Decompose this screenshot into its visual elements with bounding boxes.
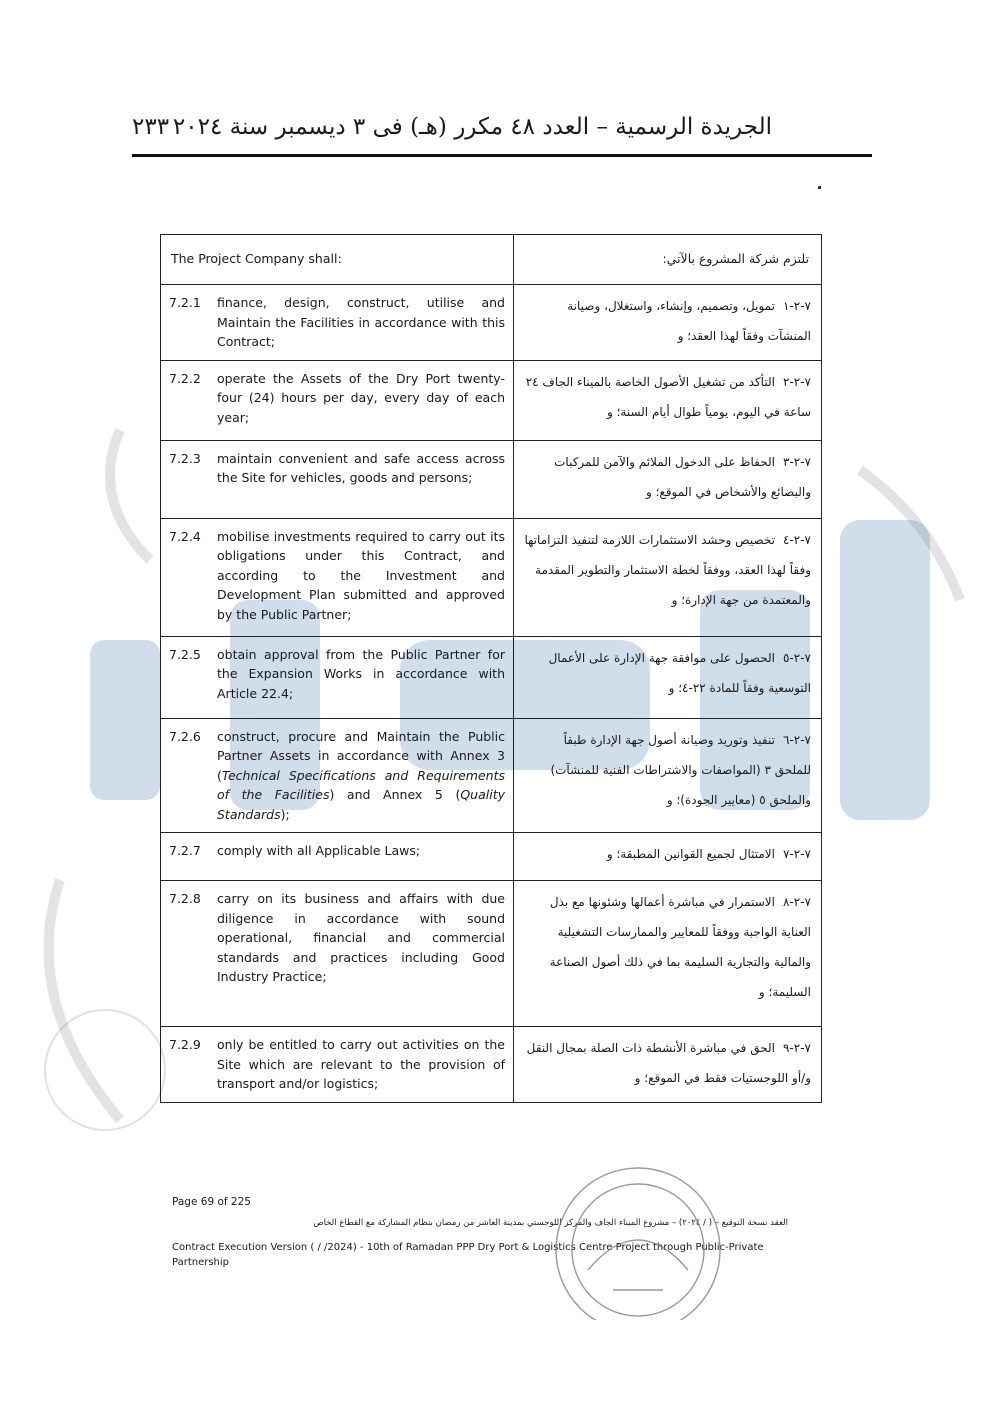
clause-arabic-cell — [514, 1027, 822, 1103]
clause-english-text: mobilise investments required to carry out its obligations under this Contract, and according to the Investment and Development Plan submitted and approved by the Public Partner; — [217, 528, 505, 622]
clause-english-text: obtain approval from the Public Partner for the Expansion Works in accordance with Article 22.4; — [217, 646, 505, 701]
table-heading-row — [161, 235, 822, 285]
clause-english-text: finance, design, construct, utilise and Maintain the Facilities in accordance with this Contract; — [217, 295, 505, 349]
clause-arabic-cell — [514, 518, 822, 636]
clause-row — [161, 518, 822, 636]
clause-row — [161, 881, 822, 1027]
clause-row — [161, 1027, 822, 1103]
gazette-title: الجريدة الرسمية – العدد ٤٨ مكرر (هـ) فى ٣ ديسمبر سنة ٢٠٢٤ — [172, 114, 772, 140]
clause-arabic-cell — [514, 360, 822, 440]
clause-number: 7.2.4 — [169, 528, 201, 544]
clause-arabic-number: ٧-٢-٣ — [782, 454, 811, 469]
clause-arabic-text: الحفاظ على الدخول الملائم والآمن للمركبات والبضائع والأشخاص في الموقع؛ و — [554, 454, 811, 499]
clause-text-part: ); — [280, 806, 290, 822]
clause-english-text: only be entitled to carry out activities on the Site which are relevant to the provision of transport and/or logistics; — [217, 1037, 505, 1091]
clause-arabic-number: ٧-٢-٩ — [782, 1041, 811, 1055]
clause-arabic-cell — [514, 718, 822, 833]
clause-arabic-text: تنفيذ وتوريد وصيانة أصول جهة الإدارة طبقاً للملحق ٣ (المواصفات والاشتراطات الفنية للمنشآت) والملحق ٥ (معايير الجودة)؛ و — [550, 732, 811, 807]
clause-arabic-text: تخصيص وحشد الاستثمارات اللازمة لتنفيذ التزاماتها وفقاً لهذا العقد، ووفقاً لخطة الاستثمار والتطوير المقدمة والمعتمدة من جهة الإدارة؛ و — [524, 532, 811, 607]
clause-row — [161, 360, 822, 440]
clause-english-cell — [161, 636, 514, 718]
clause-english-cell — [161, 285, 514, 361]
english-heading: The Project Company shall: — [161, 235, 514, 285]
clause-arabic-cell — [514, 833, 822, 881]
clause-arabic-cell — [514, 881, 822, 1027]
annex-title: Technical Specifications and Requirements of the Facilities — [217, 767, 505, 802]
clause-arabic-cell — [514, 440, 822, 518]
clause-text-part: ) and Annex 5 ( — [329, 787, 461, 802]
clause-english-cell — [161, 881, 514, 1027]
clause-english-cell — [161, 833, 514, 881]
clause-number: 7.2.9 — [169, 1037, 201, 1052]
clause-arabic-number: ٧-٢-٨ — [782, 895, 811, 909]
clause-arabic-text: الاستمرار في مباشرة أعمالها وشئونها مع بذل العناية الواجبة ووفقاً للمعايير والممارسات التشغيلية والمالية والتجارية السليمة بما في ذلك أصول الصناعة السليمة؛ و — [549, 895, 811, 999]
footer-version-line: Contract Execution Version ( / /2024) - 10th of Ramadan PPP Dry Port & Logistics Centre Project through Public-Private Partnership — [172, 1242, 764, 1268]
clause-number: 7.2.8 — [169, 891, 201, 906]
clause-arabic-cell — [514, 636, 822, 718]
clause-arabic-text: الامتثال لجميع القوانين المطبقة؛ و — [606, 847, 775, 861]
clause-arabic-text: التأكد من تشغيل الأصول الخاصة بالميناء الجاف ٢٤ ساعة في اليوم، يومياً طوال أيام السنة؛ و — [525, 374, 811, 419]
clause-row — [161, 440, 822, 518]
clause-english-text — [217, 727, 505, 825]
footer-arabic-line: العقد نسخة التوقيع – ( / ٢٠٢٤) – مشروع الميناء الجاف والمركز اللوجستي بمدينة العاشر من رمضان بنظام المشاركة مع القطاع الخاص — [313, 1218, 788, 1228]
clause-english-text: carry on its business and affairs with due diligence in accordance with sound operational, financial and commercial standards and practices including Good Industry Practice; — [217, 891, 505, 984]
gazette-header — [132, 110, 872, 157]
arabic-heading: تلتزم شركة المشروع بالآتي: — [514, 235, 822, 285]
clause-arabic-number: ٧-٢-٦ — [782, 732, 811, 747]
gazette-page-number: ٢٣٣ — [132, 114, 170, 140]
clause-text-part: construct, procure and Maintain the Public Partner Assets in accordance with Annex 3 ( — [217, 728, 505, 783]
footer-page-number: Page 69 of 225 — [172, 1196, 251, 1208]
official-stamp — [518, 1150, 740, 1320]
clause-arabic-cell — [514, 285, 822, 361]
clause-number: 7.2.7 — [169, 843, 201, 858]
clause-number: 7.2.2 — [169, 370, 201, 386]
clause-english-cell — [161, 518, 514, 636]
clause-english-cell — [161, 718, 514, 833]
annex-title: Quality Standards — [217, 787, 505, 822]
clause-row — [161, 833, 822, 881]
clause-english-cell — [161, 440, 514, 518]
clause-number: 7.2.1 — [169, 295, 201, 310]
clause-row — [161, 718, 822, 833]
stray-dot — [818, 186, 821, 189]
clause-row — [161, 285, 822, 361]
clause-english-cell — [161, 360, 514, 440]
clause-arabic-number: ٧-٢-١ — [782, 299, 811, 313]
clause-number: 7.2.6 — [169, 728, 201, 744]
clause-arabic-text: الحق في مباشرة الأنشطة ذات الصلة بمجال النقل و/أو اللوجستيات فقط في الموقع؛ و — [526, 1041, 811, 1085]
clause-arabic-text: تمويل، وتصميم، وإنشاء، واستغلال، وصيانة المنشآت وفقاً لهذا العقد؛ و — [567, 299, 811, 343]
clause-row — [161, 636, 822, 718]
clause-english-text: comply with all Applicable Laws; — [217, 843, 421, 858]
clause-number: 7.2.3 — [169, 450, 201, 466]
clause-english-text: maintain convenient and safe access across the Site for vehicles, goods and persons; — [217, 450, 505, 485]
clause-english-text: operate the Assets of the Dry Port twenty-four (24) hours per day, every day of each year; — [217, 370, 505, 425]
clause-arabic-number: ٧-٢-٢ — [782, 374, 811, 389]
clause-english-cell — [161, 1027, 514, 1103]
contract-clauses-table — [160, 234, 822, 1103]
clause-arabic-text: الحصول على موافقة جهة الإدارة على الأعمال التوسعية وفقاً للمادة ٢٢-٤؛ و — [548, 650, 811, 695]
clause-arabic-number: ٧-٢-٤ — [782, 532, 811, 547]
clause-arabic-number: ٧-٢-٧ — [782, 847, 811, 861]
clause-arabic-number: ٧-٢-٥ — [782, 650, 811, 665]
clause-number: 7.2.5 — [169, 646, 201, 662]
